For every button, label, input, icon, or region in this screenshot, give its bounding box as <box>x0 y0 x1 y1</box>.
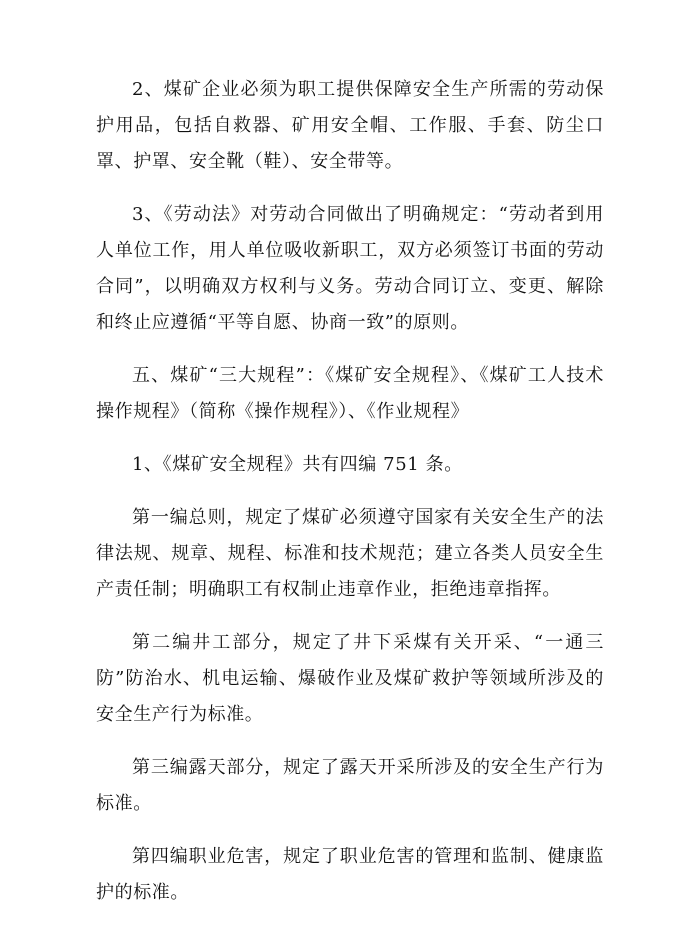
paragraph-part-four: 第四编职业危害，规定了职业危害的管理和监制、健康监护的标准。 <box>96 846 604 903</box>
paragraph-part-two: 第二编井工部分，规定了井下采煤有关开采、“一通三防”防治水、机电运输、爆破作业及煤矿救护等领域所涉及的安全生产行为标准。 <box>96 632 604 725</box>
paragraph-protective-equipment: 2、煤矿企业必须为职工提供保障安全生产所需的劳动保护用品，包括自救器、矿用安全帽、工作服、手套、防尘口罩、护罩、安全靴（鞋）、安全带等。 <box>96 79 604 172</box>
paragraph-safety-regulations-count: 1、《煤矿安全规程》共有四编 751 条。 <box>132 454 463 475</box>
document-body <box>96 72 604 928</box>
paragraph-labor-law: 3、《劳动法》对劳动合同做出了明确规定：“劳动者到用人单位工作，用人单位吸收新职工，双方必须签订书面的劳动合同”，以明确双方权利与义务。劳动合同订立、变更、解除和终止应遵循“平等自愿、协商一致”的原则。 <box>96 204 604 333</box>
paragraph-part-one: 第一编总则，规定了煤矿必须遵守国家有关安全生产的法律法规、规章、规程、标准和技术规范；建立各类人员安全生产责任制；明确职工有权制止违章作业，拒绝违章指挥。 <box>96 507 604 600</box>
paragraph-part-three: 第三编露天部分，规定了露天开采所涉及的安全生产行为标准。 <box>96 757 604 814</box>
paragraph-three-regulations: 五、煤矿“三大规程”：《煤矿安全规程》、《煤矿工人技术操作规程》（简称《操作规程》）、《作业规程》 <box>96 365 604 422</box>
